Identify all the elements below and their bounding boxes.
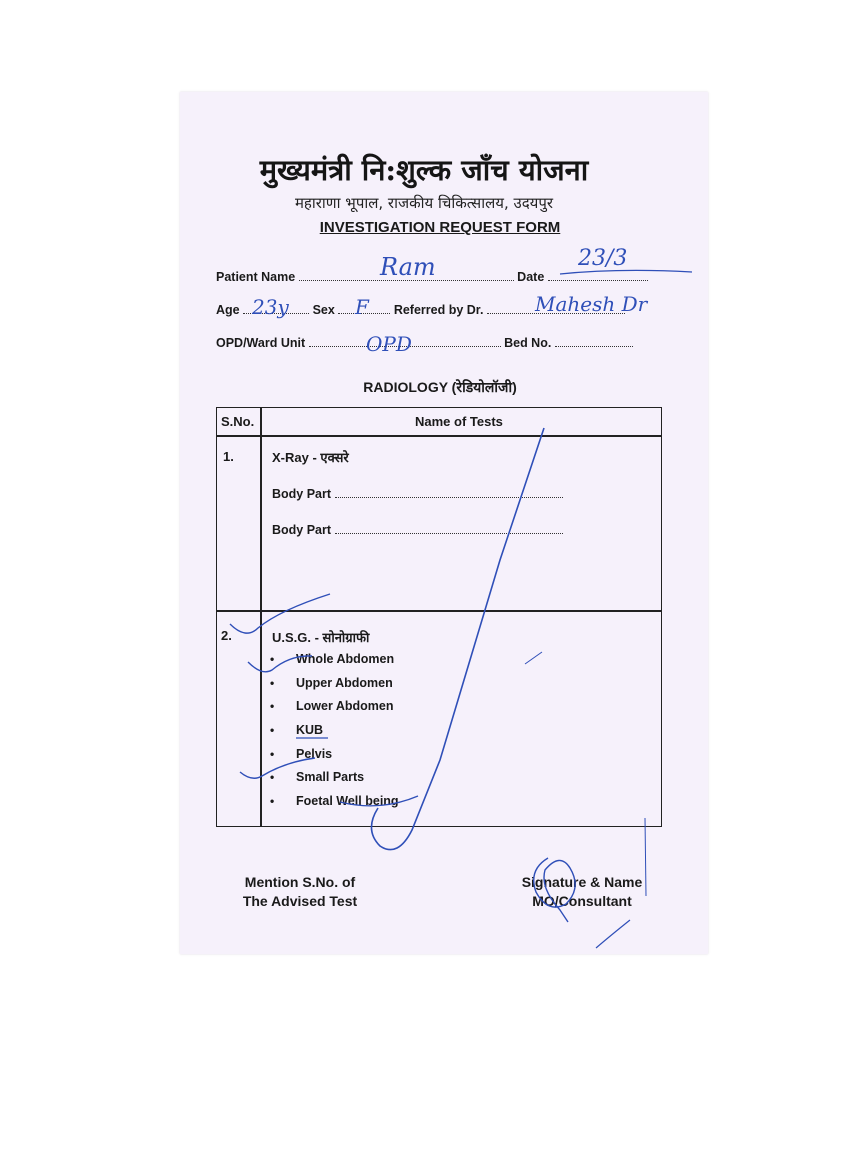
patient-name-field[interactable] bbox=[216, 270, 648, 284]
hospital-name: महाराणा भूपाल, राजकीय चिकित्सालय, उदयपुर bbox=[294, 194, 554, 212]
opd-value: OPD bbox=[366, 332, 412, 356]
scheme-title: मुख्यमंत्री नि:शुल्क जाँच योजना bbox=[259, 153, 589, 187]
referred-value: Mahesh Dr bbox=[535, 292, 648, 316]
sex-label: Sex bbox=[312, 303, 335, 317]
date-value: 23/3 bbox=[578, 246, 628, 271]
sex-value: F bbox=[355, 295, 369, 319]
body-part-field-2[interactable]: Body Part bbox=[272, 523, 563, 537]
age-sex-referred-field[interactable] bbox=[216, 303, 625, 317]
patient-name-label: Patient Name bbox=[216, 270, 296, 284]
age-label: Age bbox=[216, 303, 240, 317]
opd-label: OPD/Ward Unit bbox=[216, 336, 306, 350]
form-title: INVESTIGATION REQUEST FORM bbox=[319, 219, 561, 236]
referred-label: Referred by Dr. bbox=[393, 303, 484, 317]
signature-block: Signature & Name MO/Consultant bbox=[521, 874, 643, 909]
body-part-field-1[interactable]: Body Part bbox=[272, 487, 563, 501]
row2-sno: 2. bbox=[221, 628, 232, 643]
advised-test-note: Mention S.No. of The Advised Test bbox=[242, 874, 358, 909]
table-divider bbox=[260, 407, 262, 827]
opd-bed-field[interactable] bbox=[216, 336, 633, 350]
table-header-rule bbox=[216, 435, 662, 437]
table-row-rule bbox=[216, 610, 662, 612]
date-label: Date bbox=[517, 270, 545, 284]
row1-test: X-Ray - एक्सरे bbox=[272, 450, 349, 465]
section-title: RADIOLOGY (रेडियोलॉजी) bbox=[363, 379, 517, 395]
patient-name-value: Ram bbox=[380, 253, 436, 281]
col-tests: Name of Tests bbox=[415, 414, 503, 429]
col-sno: S.No. bbox=[221, 414, 255, 429]
row2-test: U.S.G. - सोनोग्राफी bbox=[272, 630, 370, 645]
tests-table bbox=[216, 407, 662, 827]
row1-sno: 1. bbox=[223, 449, 234, 464]
bed-label: Bed No. bbox=[504, 336, 552, 350]
age-value: 23y bbox=[252, 295, 289, 319]
